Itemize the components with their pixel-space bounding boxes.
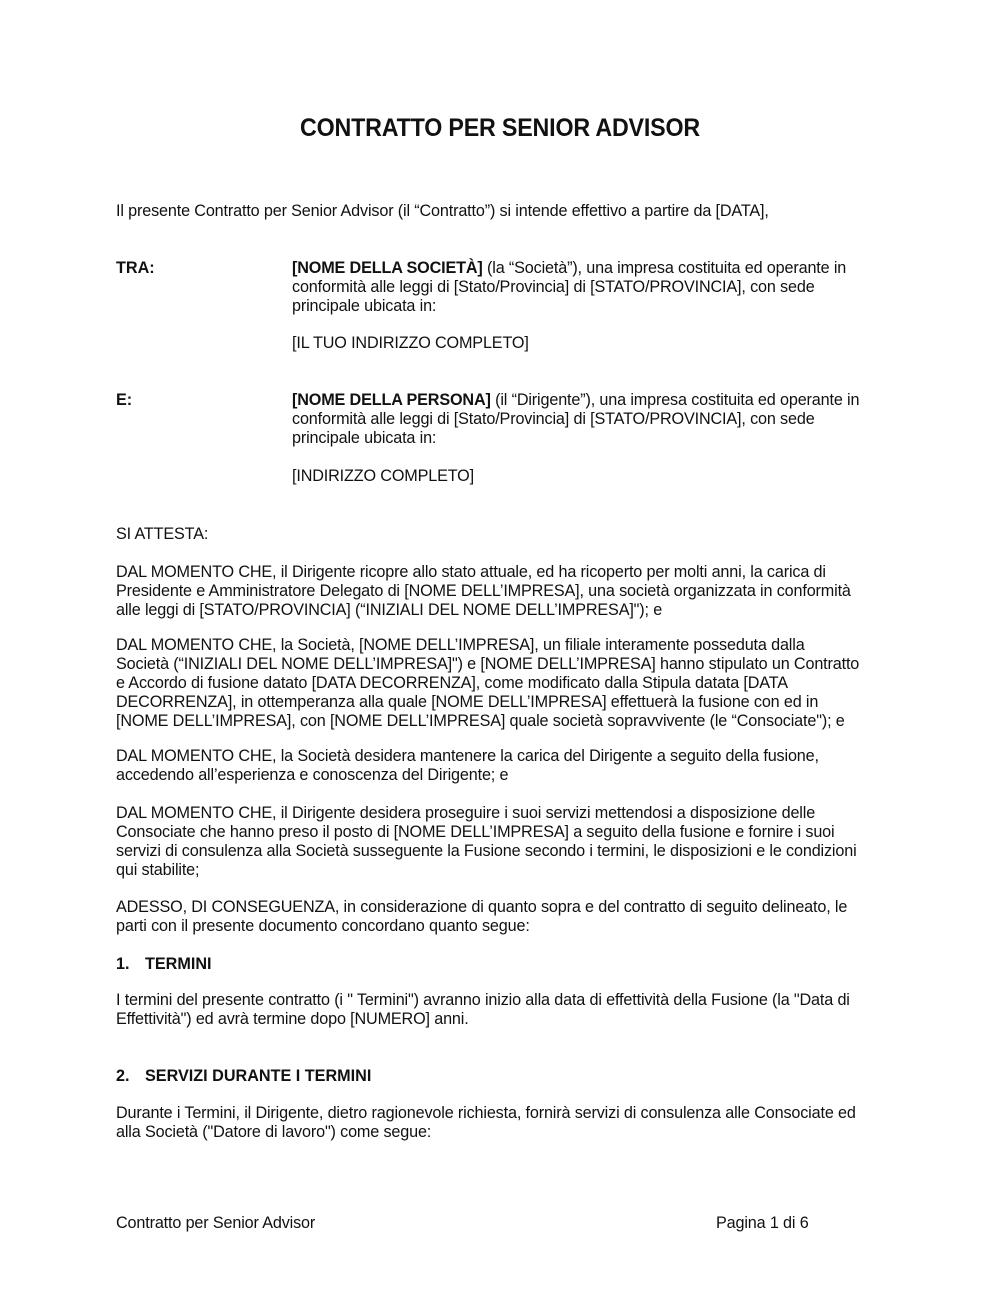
recital-2-line: e Accordo di fusione datato [DATA DECORRENZA], come modificato dalla Stipula datata [DATA — [116, 674, 788, 692]
recital-1-line: Presidente e Amministratore Delegato di [NOME DELL’IMPRESA], una società organizzata in conformità — [116, 582, 851, 600]
party1-address: [IL TUO INDIRIZZO COMPLETO] — [292, 334, 529, 352]
recital-2-line: DAL MOMENTO CHE, la Società, [NOME DELL’IMPRESA], un filiale interamente posseduta dalla — [116, 636, 805, 654]
section-1-number: 1. — [116, 955, 130, 973]
section-1-line: I termini del presente contratto (i " Termini") avranno inizio alla data di effettività della Fusione (la "Data di — [116, 991, 850, 1009]
party1-address-block — [292, 334, 892, 353]
recital-2-line: DECORRENZA], in ottemperanza alla quale [NOME DELL’IMPRESA] effettuerà la fusione con ed in — [116, 693, 819, 711]
party2-line1 — [292, 391, 892, 410]
footer-page-number: Pagina 1 di 6 — [716, 1214, 809, 1232]
section-1-heading — [116, 955, 212, 974]
intro-paragraph — [116, 202, 896, 221]
section-1-line: Effettività") ed avrà termine dopo [NUMERO] anni. — [116, 1010, 469, 1028]
party1-label: TRA: — [116, 259, 155, 277]
recital-3 — [116, 747, 896, 785]
recital-3-line: accedendo all’esperienza e conoscenza del Dirigente; e — [116, 766, 509, 784]
party2-name: [NOME DELLA PERSONA] — [292, 391, 491, 409]
section-2-title: SERVIZI DURANTE I TERMINI — [145, 1067, 372, 1085]
party2-block — [292, 391, 892, 448]
recital-4-line: qui stabilite; — [116, 861, 200, 879]
party2-line1-rest: (il “Dirigente”), una impresa costituita ed operante in — [490, 391, 860, 409]
recital-4 — [116, 804, 896, 880]
section-2-line: alla Società ("Datore di lavoro") come segue: — [116, 1123, 432, 1141]
document-title: CONTRATTO PER SENIOR ADVISOR — [300, 114, 700, 142]
recital-2-line: Società (“INIZIALI DEL NOME DELL’IMPRESA]") e [NOME DELL’IMPRESA] hanno stipulato un Contratto — [116, 655, 860, 673]
section-1-body — [116, 991, 896, 1029]
recital-2-line: [NOME DELL’IMPRESA], con [NOME DELL’IMPRESA] quale società sopravvivente (le “Consociate"); e — [116, 712, 845, 730]
party1-name: [NOME DELLA SOCIETÀ] — [292, 259, 483, 277]
section-2-heading — [116, 1067, 371, 1086]
recital-1-line: DAL MOMENTO CHE, il Dirigente ricopre allo stato attuale, ed ha ricoperto per molti anni, la carica di — [116, 563, 826, 581]
recital-2 — [116, 636, 896, 731]
conclusion-paragraph — [116, 898, 896, 936]
party1-line1 — [292, 259, 892, 278]
section-2-number: 2. — [116, 1067, 130, 1085]
party1-line3: principale ubicata in: — [292, 297, 437, 315]
conclusion-line: parti con il presente documento concordano quanto segue: — [116, 917, 530, 935]
recital-1 — [116, 563, 896, 620]
attesta-text: SI ATTESTA: — [116, 525, 209, 543]
attesta-heading — [116, 525, 896, 544]
recital-1-line: alle leggi di [STATO/PROVINCIA] (“INIZIALI DEL NOME DELL’IMPRESA]"); e — [116, 601, 663, 619]
party2-label: E: — [116, 391, 133, 409]
footer-document-name: Contratto per Senior Advisor — [116, 1214, 316, 1232]
intro-text: Il presente Contratto per Senior Advisor (il “Contratto”) si intende effettivo a partire da [DATA], — [116, 202, 769, 220]
party2-address-block — [292, 467, 892, 486]
conclusion-line: ADESSO, DI CONSEGUENZA, in considerazione di quanto sopra e del contratto di seguito delineato, le — [116, 898, 848, 916]
party2-line2: conformità alle leggi di [Stato/Provincia] di [STATO/PROVINCIA], con sede — [292, 410, 815, 428]
section-1-title: TERMINI — [145, 955, 212, 973]
party2-line3: principale ubicata in: — [292, 429, 437, 447]
section-2-line: Durante i Termini, il Dirigente, dietro ragionevole richiesta, fornirà servizi di consulenza alle Consociate ed — [116, 1104, 856, 1122]
recital-3-line: DAL MOMENTO CHE, la Società desidera mantenere la carica del Dirigente a seguito della fusione, — [116, 747, 819, 765]
recital-4-line: DAL MOMENTO CHE, il Dirigente desidera proseguire i suoi servizi mettendosi a disposizione delle — [116, 804, 816, 822]
party2-address: [INDIRIZZO COMPLETO] — [292, 467, 474, 485]
recital-4-line: servizi di consulenza alla Società susseguente la Fusione secondo i termini, le disposizioni e le condizioni — [116, 842, 857, 860]
recital-4-line: Consociate che hanno preso il posto di [NOME DELL’IMPRESA] a seguito della fusione e fornire i suoi — [116, 823, 835, 841]
section-2-body — [116, 1104, 896, 1142]
party1-line2: conformità alle leggi di [Stato/Provincia] di [STATO/PROVINCIA], con sede — [292, 278, 815, 296]
party1-block — [292, 259, 892, 316]
party1-line1-rest: (la “Società”), una impresa costituita ed operante in — [482, 259, 847, 277]
